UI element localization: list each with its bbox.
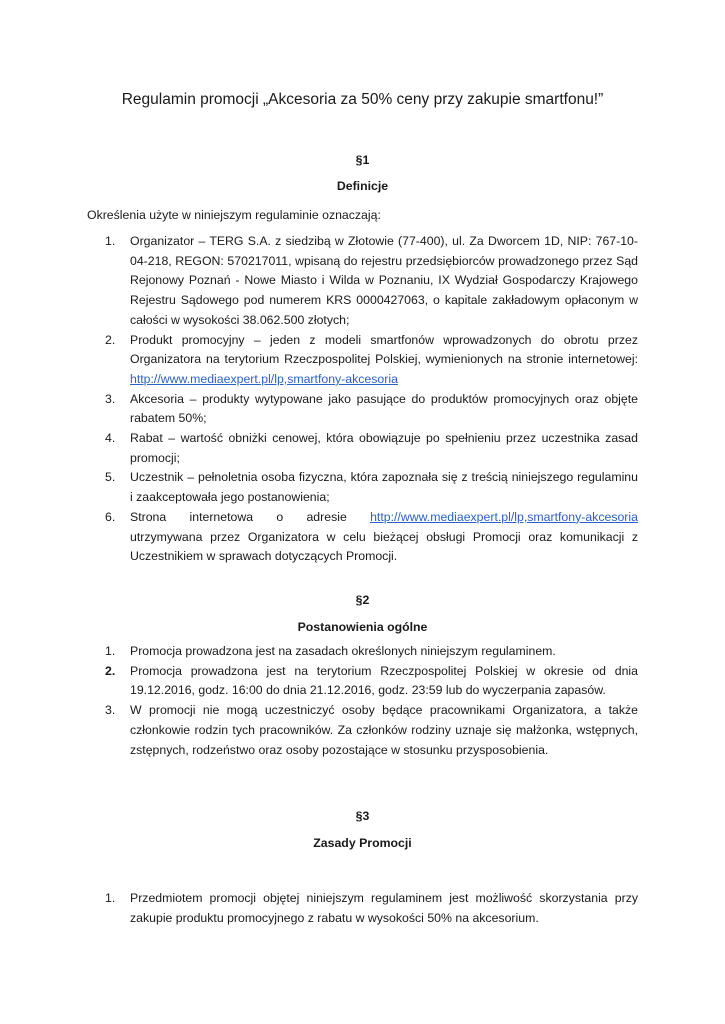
list-item	[105, 701, 638, 760]
section-3-heading: Zasady Promocji	[313, 836, 412, 850]
item-word: Strona	[130, 509, 167, 524]
item-word: internetowa	[189, 509, 254, 524]
document-title: Regulamin promocji „Akcesoria za 50% ceny przy zakupie smartfonu!”	[121, 91, 604, 108]
definitions-list	[105, 232, 638, 567]
list-item	[105, 508, 638, 567]
website-link[interactable]: http://www.mediaexpert.pl/lp,smartfony-akcesoria	[370, 509, 638, 524]
general-provisions-list	[105, 642, 638, 760]
list-item	[105, 642, 638, 662]
section-1-heading: Definicje	[336, 179, 389, 193]
list-item	[105, 468, 638, 507]
section-2-heading: Postanowienia ogólne	[297, 620, 428, 634]
list-item	[105, 331, 638, 390]
promotion-rules-list	[105, 889, 638, 928]
list-item	[105, 889, 638, 928]
item-number: 3.	[105, 391, 116, 406]
item-first-line	[130, 508, 638, 528]
list-item	[105, 429, 638, 468]
item-text: Organizator – TERG S.A. z siedzibą w Złotowie (77-400), ul. Za Dworcem 1D, NIP: 767-10-04-218, REGON: 570217011, wpisaną do rejestru przedsiębiorców prowadzonego przez Sąd Rejonowy Poznań - Nowe Miasto i Wilda w Poznaniu, IX Wydział Gospodarczy Krajowego Rejestru Sądowego pod numerem KRS 0000427063, o kapitale zakładowym opłaconym w całości w wysokości 38.062.500 złotych;	[130, 234, 638, 327]
list-item	[105, 662, 638, 701]
item-text: Akcesoria – produkty wytypowane jako pasujące do produktów promocyjnych oraz objęte rabatem 50%;	[130, 391, 638, 426]
item-number: 1.	[105, 891, 116, 905]
item-text: utrzymywana przez Organizatora w celu bieżącej obsługi Promocji oraz komunikacji z Uczestnikiem w sprawach dotyczących Promocji.	[130, 529, 638, 564]
item-text: Przedmiotem promocji objętej niniejszym regulaminem jest możliwość skorzystania przy zakupie produktu promocyjnego z rabatu w wysokości 50% na akcesorium.	[130, 891, 638, 925]
item-number: 1.	[105, 234, 116, 248]
item-text: Uczestnik – pełnoletnia osoba fizyczna, która zapoznała się z treścią niniejszego regulaminu i zaakceptowała jego postanowienia;	[130, 470, 638, 505]
item-word: adresie	[306, 509, 347, 524]
section-3-number: §3	[355, 809, 370, 823]
item-text: Rabat – wartość obniżki cenowej, która obowiązuje po spełnieniu przez uczestnika zasad promocji;	[130, 431, 638, 465]
item-number: 3.	[105, 703, 116, 718]
list-item	[105, 232, 638, 331]
item-text: W promocji nie mogą uczestniczyć osoby będące pracownikami Organizatora, a także członkowie rodzin tych pracowników. Za członków rodziny uznaje się małżonka, wstępnych, zstępnych, rodzeństwo oraz osoby pozostające w stosunku przysposobienia.	[130, 703, 638, 757]
definitions-intro: Określenia użyte w niniejszym regulaminie oznaczają:	[87, 208, 381, 222]
section-2-number: §2	[355, 593, 370, 607]
item-text: Promocja prowadzona jest na zasadach określonych niniejszym regulaminem.	[130, 644, 556, 658]
item-number: 4.	[105, 431, 116, 446]
item-number: 1.	[105, 644, 116, 658]
item-number: 5.	[105, 470, 116, 485]
item-number: 6.	[105, 509, 116, 524]
item-number: 2.	[105, 332, 116, 347]
item-text: Produkt promocyjny – jeden z modeli smartfonów wprowadzonych do obrotu przez Organizatora na terytorium Rzeczpospolitej Polskiej, wymienionych na stronie internetowej:	[130, 332, 638, 367]
section-1-number: §1	[355, 153, 370, 167]
item-text: Promocja prowadzona jest na terytorium Rzeczpospolitej Polskiej w okresie od dnia 19.12.2016, godz. 16:00 do dnia 21.12.2016, godz. 23:59 lub do wyczerpania zapasów.	[130, 663, 638, 698]
promo-products-link[interactable]: http://www.mediaexpert.pl/lp,smartfony-akcesoria	[130, 371, 398, 386]
item-number: 2.	[105, 663, 116, 678]
item-word: o	[276, 509, 284, 524]
list-item	[105, 390, 638, 429]
